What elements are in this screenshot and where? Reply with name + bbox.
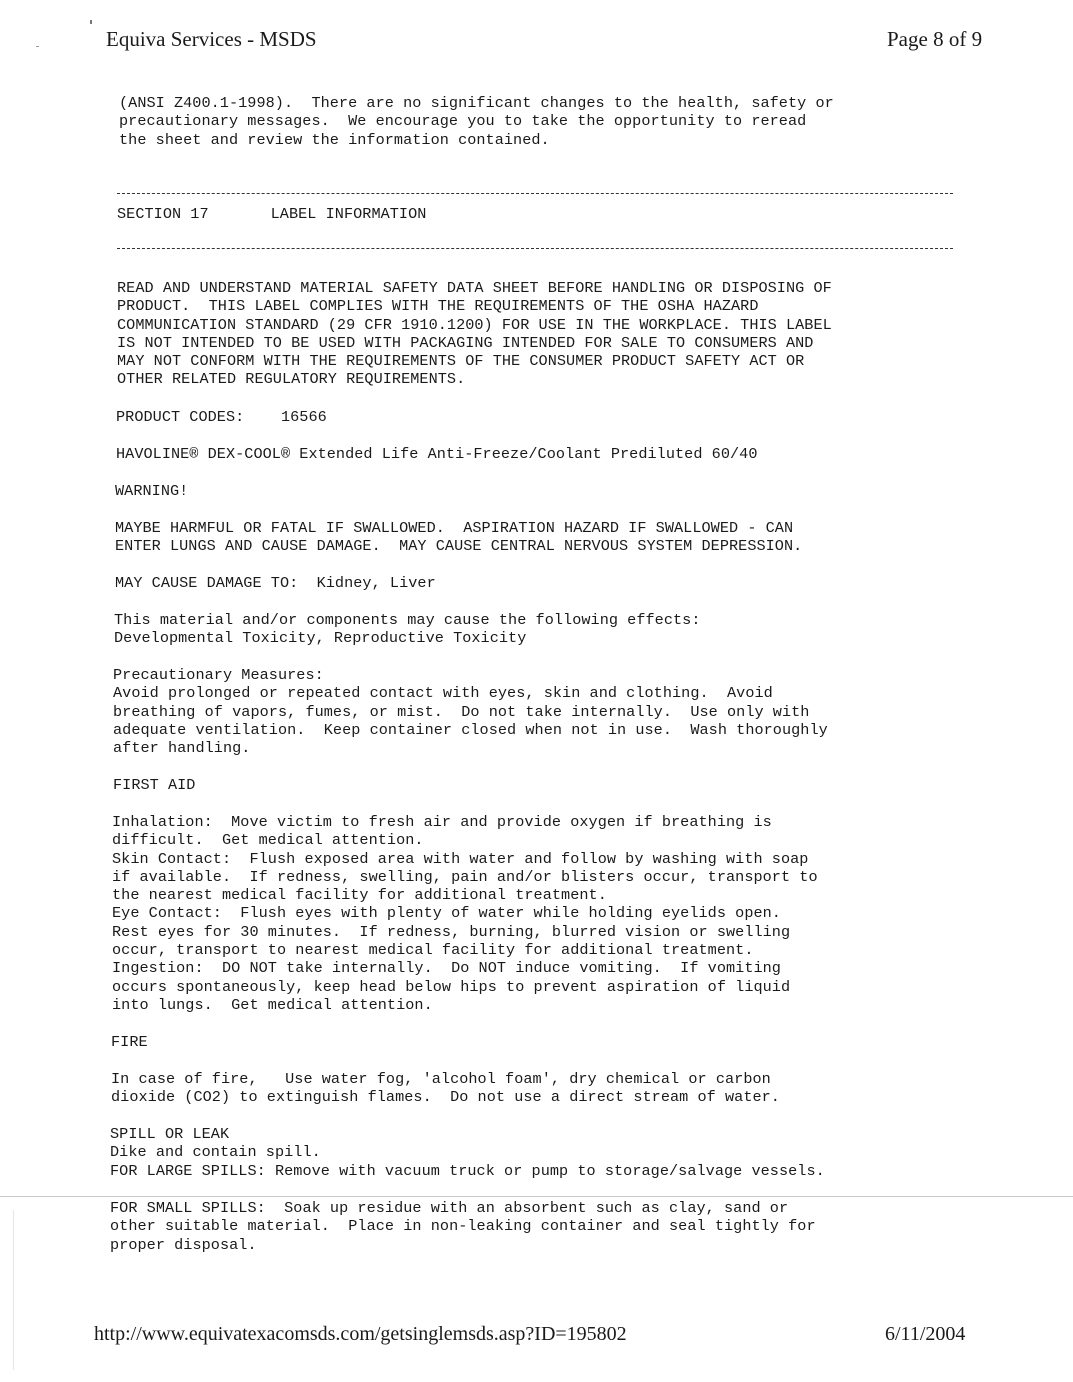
page-break-line xyxy=(0,1196,1073,1197)
section-title: LABEL INFORMATION xyxy=(270,205,427,223)
fire-instructions: In case of fire, Use water fog, 'alcohol foam', dry chemical or carbon dioxide (CO2) to extinguish flames. Do not use a direct stream of water. xyxy=(111,1070,780,1107)
precautionary-measures: Precautionary Measures: Avoid prolonged or repeated contact with eyes, skin and clothing. Avoid breathing of vapors, fumes, or mist. Do not take internally. Use only with adequate ventilation. Keep container closed when not in use. Wash thoroughly after handling. xyxy=(113,666,828,758)
print-date: 6/11/2004 xyxy=(885,1323,966,1345)
section-divider-top xyxy=(117,193,953,194)
first-aid-instructions: Inhalation: Move victim to fresh air and provide oxygen if breathing is difficult. Get medical attention. Skin Contact: Flush exposed area with water and follow by washing with soap if available. If redness, swelling, pain and/or blisters occur, transport to the nearest medical facility for additional treatment. Eye Contact: Flush eyes with plenty of water while holding eyelids open. Rest eyes for 30 minutes. If redness, burning, blurred vision or swelling occur, transport to nearest medical facility for additional treatment. Ingestion: DO NOT take internally. Do NOT induce vomiting. If vomiting occurs spontaneously, keep head below hips to prevent aspiration of liquid into lungs. Get medical attention. xyxy=(112,813,818,1014)
organ-damage: MAY CAUSE DAMAGE TO: Kidney, Liver xyxy=(115,574,436,592)
document-title: Equiva Services - MSDS xyxy=(106,27,317,51)
small-spills-instructions: FOR SMALL SPILLS: Soak up residue with an absorbent such as clay, sand or other suitable material. Place in non-leaking container and seal tightly for proper disposal. xyxy=(110,1199,816,1254)
section-number: SECTION 17 xyxy=(117,205,209,223)
hazard-statement: MAYBE HARMFUL OR FATAL IF SWALLOWED. ASPIRATION HAZARD IF SWALLOWED - CAN ENTER LUNGS AND CAUSE DAMAGE. MAY CAUSE CENTRAL NERVOUS SYSTEM DEPRESSION. xyxy=(115,519,803,556)
page-number: Page 8 of 9 xyxy=(887,27,983,51)
first-aid-heading: FIRST AID xyxy=(113,776,196,794)
fire-heading: FIRE xyxy=(111,1033,148,1051)
warning-label: WARNING! xyxy=(115,482,189,500)
section-divider-bottom xyxy=(117,248,953,249)
product-name: HAVOLINE® DEX-COOL® Extended Life Anti-Freeze/Coolant Prediluted 60/40 xyxy=(116,445,758,463)
scan-edge-mark xyxy=(13,1210,14,1370)
scan-speck xyxy=(36,46,39,47)
toxic-effects: This material and/or components may cause the following effects: Developmental Toxicity, Reproductive Toxicity xyxy=(114,611,701,648)
spill-instructions: SPILL OR LEAK Dike and contain spill. FOR LARGE SPILLS: Remove with vacuum truck or pump to storage/salvage vessels. xyxy=(110,1125,825,1180)
section-heading xyxy=(117,205,426,223)
product-codes: PRODUCT CODES: 16566 xyxy=(116,408,327,426)
label-notice: READ AND UNDERSTAND MATERIAL SAFETY DATA SHEET BEFORE HANDLING OR DISPOSING OF PRODUCT. THIS LABEL COMPLIES WITH THE REQUIREMENTS OF THE OSHA HAZARD COMMUNICATION STANDARD (29 CFR 1910.1200) FOR USE IN THE WORKPLACE. THIS LABEL IS NOT INTENDED TO BE USED WITH PACKAGING INTENDED FOR SALE TO CONSUMERS AND MAY NOT CONFORM WITH THE REQUIREMENTS OF THE CONSUMER PRODUCT SAFETY ACT OR OTHER RELATED REGULATORY REQUIREMENTS. xyxy=(117,279,832,389)
intro-paragraph: (ANSI Z400.1-1998). There are no significant changes to the health, safety or precautionary messages. We encourage you to take the opportunity to reread the sheet and review the information contained. xyxy=(119,94,834,149)
scan-speck xyxy=(90,20,92,24)
source-url: http://www.equivatexacomsds.com/getsinglemsds.asp?ID=195802 xyxy=(94,1323,627,1345)
